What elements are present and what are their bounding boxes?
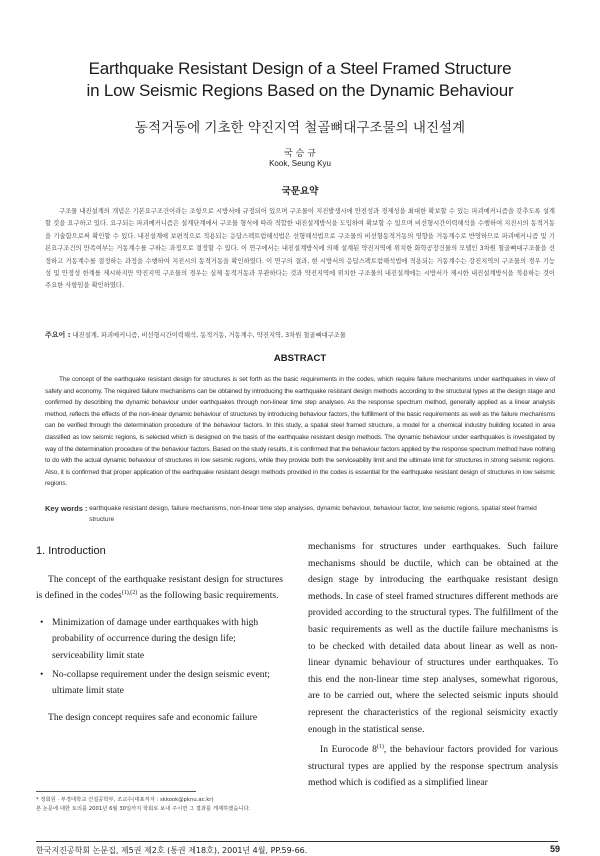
keywords-ko-label: 주요어 : (45, 331, 71, 339)
keywords-en (45, 503, 555, 525)
footnote-line: * 정회원 · 부경대학교 건설공학부, 조교수(대표저자 : skkook@pknu.ac.kr) (36, 797, 214, 803)
footnote-line: 본 논문에 대한 토의를 2001년 6월 30일까지 학회로 보내 주시면 그 결과를 게재하겠습니다. (36, 805, 251, 812)
body-paragraph: In Eurocode 8$^{(1)}$, the behaviour factors provided for various structural types are applied by the response spectrum analysis method which is codified as a simplified linear (308, 743, 558, 789)
list-item: • No-collapse requirement under the design seismic event; ultimate limit state (40, 668, 270, 697)
list-item: • Minimization of damage under earthquakes with high probability of occurrence during the design life; serviceability limit state (40, 616, 259, 661)
abstract-en-body: The concept of the earthquake resistant design for structures is set forth as the basic requirements in the codes, which require failure mechanisms under earthquakes in view of safety and economy. The required failure mechanisms can be obtained by introducing the earthquake resistant design methods according to the structural types at the design stage and confirmed by describing the dynamic behaviour under earthquakes through non-linear time step analyses. As the response spectrum method, generally applied as a linear analysis method, reflects the effects of the non-linear dynamic behaviour of structures by introducing behaviour factors, the fulfillment of the basic requirements as well as the failure mechanisms can be verified through the determination procedure of the behaviour factors. In this study, a spatial steel framed structure, a model for a chemical industry building located in area classified as low seismic regions, is selected which is designed on the basis of the earthquake resistant design methods. The dynamic behaviour under earthquakes is investigated by way of the determination procedure of the behaviour factors. Based on the study results, it is confirmed that the behaviour factors applied by the response spectrum method have nothing to do with the actual dynamic behaviour of structures in low seismic regions, while they provide both the serviceability limit and the ultimate limit for structures in strong seismic regions. Also, it is confirmed that proper application of the earthquake resistant design methods provided in the codes is essential for the earthquake resistant design of structures in low seismic regions. (45, 376, 555, 488)
body-paragraph: mechanisms for structures under earthquakes. Such failure mechanisms should be ductile, which can be obtained at the design stage by introducing the earthquake resistant design methods. In case of steel framed structures different methods are provided according to the structural types. The fulfillment of the basic requirements as well as the ductile failure mechanisms is to be checked with detailed data about linear as well as non-linear dynamic behaviour of structures under earthquakes. To this end the non-linear time step analyses, somewhat rigorous, are to be carried out, where the selected seismic inputs should represent the characteristics of the regional seismicity exactly enough in the statistical sense. (308, 541, 558, 735)
citation: (1),(2) (121, 590, 138, 596)
paper-title-en (0, 58, 600, 102)
footnote-divider (36, 791, 196, 792)
paper-title-ko: 동적거동에 기초한 약진지역 철골뼈대구조물의 내진설계 (134, 120, 466, 136)
bullet-glyph: • (40, 668, 44, 680)
keywords-en-text: earthquake resistant design, failure mechanisms, non-linear time step analyses, dynamic behaviour, behaviour factor, low seismic regions, spatial steel framed structure (89, 505, 537, 523)
body-paragraph: The design concept requires safe and economic failure (48, 711, 258, 723)
keywords-en-label: Key words : (45, 504, 88, 513)
requirements-list (36, 615, 283, 700)
keywords-ko (45, 330, 555, 340)
title-line: Earthquake Resistant Design of a Steel Framed Structure (88, 59, 512, 78)
body-column-left (36, 539, 283, 726)
author-name-ko: 국 승 규 (284, 149, 316, 159)
footnote (36, 796, 286, 813)
section-heading: 1. Introduction (36, 545, 106, 557)
body-paragraph: The concept of the earthquake resistant design for structures is defined in the codes$^{(1),(2)}$ as the following basic requirements. (36, 573, 283, 602)
bullet-glyph: • (40, 616, 44, 628)
body-column-right (308, 539, 558, 792)
title-line: in Low Seismic Regions Based on the Dynamic Behaviour (86, 81, 514, 100)
abstract-ko-heading: 국문요약 (281, 186, 319, 197)
page-number: 59 (549, 844, 560, 854)
abstract-en-heading: ABSTRACT (273, 353, 327, 364)
keywords-ko-text: 내진설계, 파괴메커니즘, 비선형시간이력해석, 동적거동, 거동계수, 약진지역, 3차원 철골뼈대구조물 (72, 332, 346, 339)
author-name-en: Kook, Seung Kyu (269, 159, 331, 168)
journal-reference: 한국지진공학회 논문집, 제5권 제2호 (통권 제18호), 2001년 4월, PP.59-66. (36, 846, 308, 855)
citation: (1) (376, 743, 384, 750)
abstract-ko-body: 구조물 내진설계의 개념은 기본요구조건이라는 조항으로 시방서에 규정되어 있으며 구조물이 지진발생시에 안전성과 경제성을 최대한 확보할 수 있는 파괴메커니즘을 갖추도록 설계할 것을 요구하고 있다. 요구되는 파괴메커니즘은 설계단계에서 구조물 형식에 따라 적합한 내진설계방식을 도입하여 확보할 수 있으며 비선형시간이력해석을 수행하여 지진시의 동적거동을 기술함으로써 확인할 수 있다. 내진설계에 보편적으로 적용되는 응답스펙트럼해석법은 선형해석법으로 구조물의 비선형동적거동의 영향을 거동계수로 반영하므로 파괴메커니즘 및 기본요구조건의 만족여부는 거동계수를 구하는 과정으로 결정할 수 있다. 이 연구에서는 내진설계방식에 의해 설계된 약진지역에 위치한 화학공장건물의 모델인 3차원 철골뼈대구조물을 선정하고 거동계수를 결정하는 과정을 수행하여 지진시의 동적거동을 확인하였다. 이 연구의 결과, 현 시방서의 응답스펙트럼해석법에 적용되는 거동계수는 강진지역의 구조물의 경우 기능성 및 안정성 한계를 제시하지만 약진지역 구조물의 경우는 실제 동적거동과 무관하다는 것과 약진지역에 위치한 구조물의 내진설계에는 시방서가 제시한 내진설계방식을 적용하는 것이 주요한 사항임을 확인하였다. (45, 208, 555, 290)
